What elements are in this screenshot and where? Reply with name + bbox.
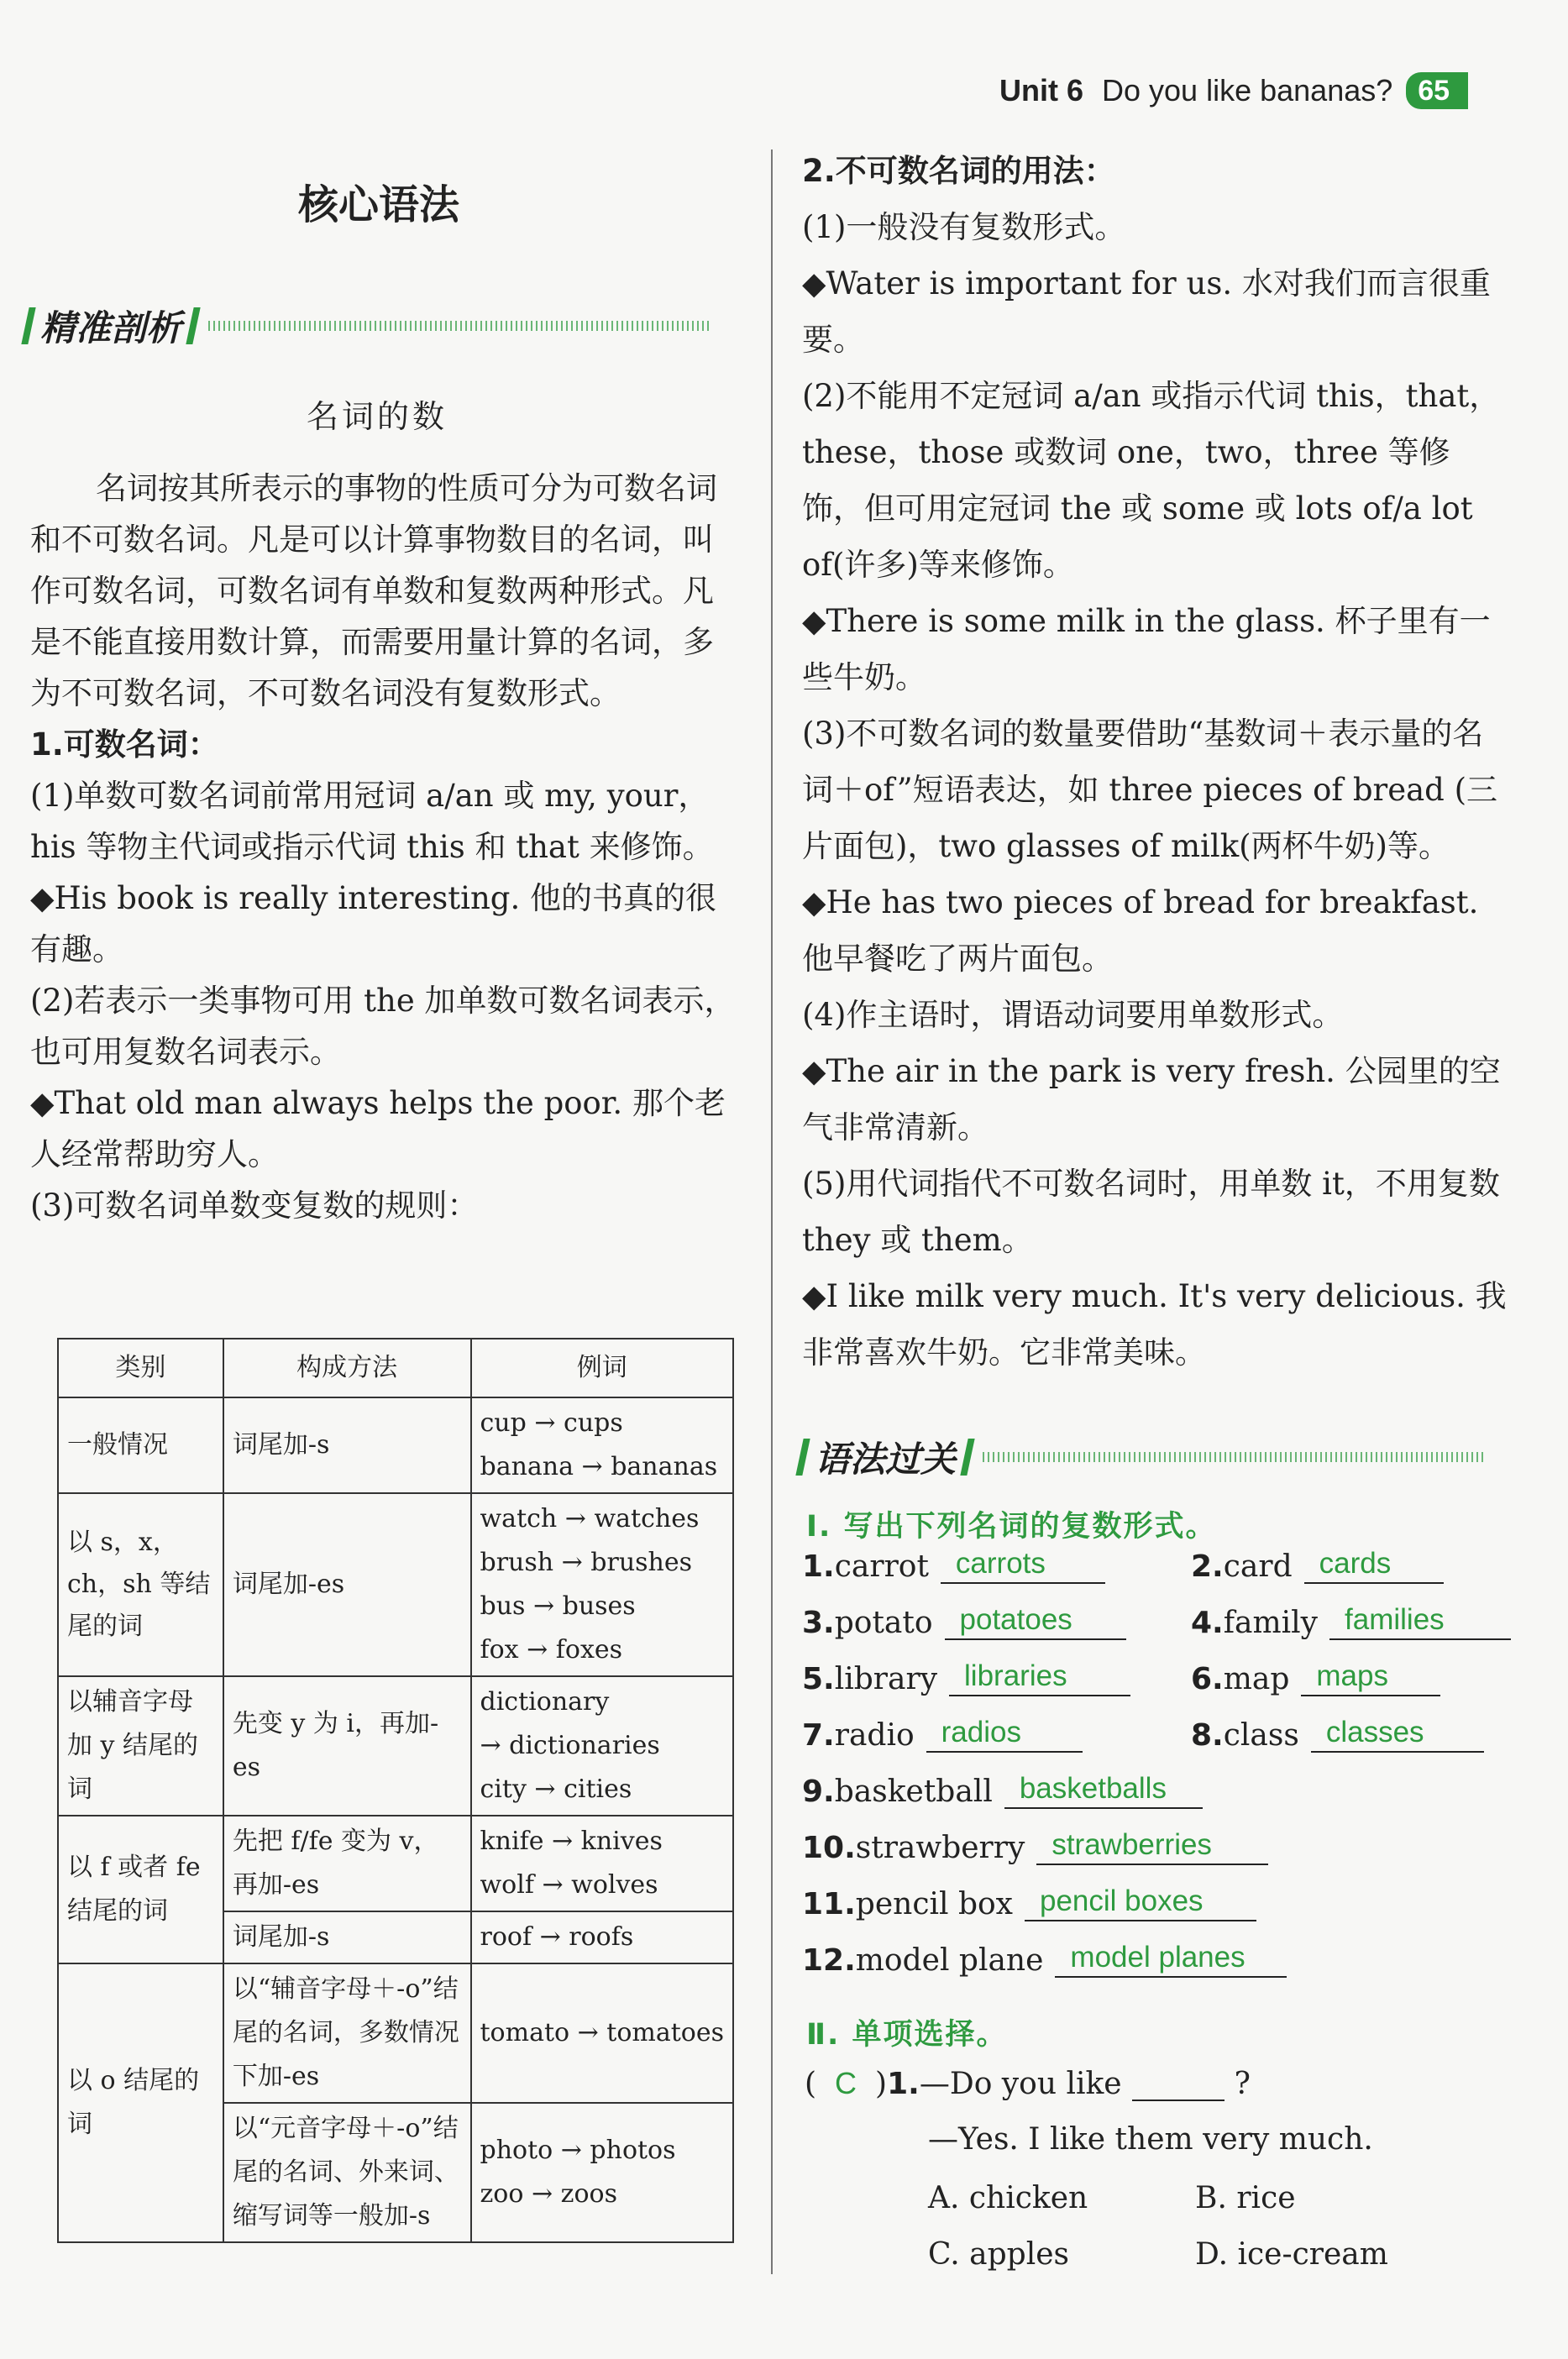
example-word: brush → brushes [480, 1548, 693, 1577]
example-word: photo → photos [480, 2136, 676, 2165]
answer-blank[interactable]: carrots [941, 1545, 1105, 1584]
table-cell: 词尾加-es [223, 1493, 471, 1676]
u-example-5: ◆I like milk very much. It's very delicious. 我非常喜欢牛奶。它非常美味。 [802, 1278, 1507, 1371]
analysis-banner [25, 301, 709, 351]
u-rule-3: (3)不可数名词的数量要借助“基数词＋表示量的名词＋of”短语表达，如 three pieces of bread (三片面包)，two glasses of milk(两杯牛奶)等。 [802, 716, 1498, 864]
word-item: 1. carrot carrots [802, 1545, 1105, 1584]
u-example-3: ◆He has two pieces of bread for breakfast. 他早餐吃了两片面包。 [802, 884, 1479, 977]
table-cell: 以“辅音字母＋-o”结尾的名词，多数情况下加-es [223, 1963, 471, 2103]
word-item: 7. radio radios [802, 1714, 1083, 1753]
answer-blank[interactable]: model planes [1055, 1939, 1287, 1978]
u-rule-5: (5)用代词指代不可数名词时，用单数 it，不用复数 they 或 them。 [802, 1166, 1500, 1258]
table-cell [471, 1816, 734, 1911]
table-header: 构成方法 [223, 1339, 471, 1397]
table-row [58, 1397, 733, 1493]
mc-question-mark: ? [1234, 2067, 1251, 2101]
word-item: 8. class classes [1191, 1714, 1484, 1753]
answer-blank[interactable]: families [1329, 1601, 1511, 1640]
table-header: 例词 [471, 1339, 734, 1397]
word-item: 2. card cards [1191, 1545, 1444, 1584]
mc-answer[interactable]: C [835, 2066, 857, 2100]
example-word: wolf → wolves [480, 1870, 658, 1900]
mc-stem: —Do you like [919, 2067, 1122, 2101]
table-cell: 以“元音字母＋-o”结尾的名词、外来词、缩写词等一般加-s [223, 2103, 471, 2242]
rule-1: (1)单数可数名词前常用冠词 a/an 或 my, your，his 等物主代词或指示代词 this 和 that 来修饰。 [30, 778, 714, 865]
example-word: dictionary [480, 1687, 610, 1717]
word-item: 4. family families [1191, 1601, 1511, 1640]
page-number: 65 [1406, 72, 1468, 109]
u-example-2: ◆There is some milk in the glass. 杯子里有一些牛奶。 [802, 603, 1491, 695]
table-cell [471, 1493, 734, 1676]
word-item: 9. basketball basketballs [802, 1770, 1203, 1809]
table-cell: 词尾加-s [223, 1397, 471, 1493]
banner-dots [983, 1452, 1483, 1462]
table-row [58, 1493, 733, 1676]
mc-option-d[interactable]: D. ice-cream [1195, 2237, 1388, 2272]
plural-rules-table [57, 1338, 734, 2243]
page-header [999, 69, 1468, 113]
unit-label: Unit 6 [999, 73, 1084, 107]
unit-title: Do you like bananas? [1102, 73, 1393, 107]
table-cell: 以辅音字母加 y 结尾的词 [58, 1676, 223, 1816]
table-cell [471, 2103, 734, 2242]
example-word: watch → watches [480, 1504, 700, 1533]
u-example-1: ◆Water is important for us. 水对我们而言很重要。 [802, 265, 1491, 358]
u-example-4: ◆The air in the park is very fresh. 公园里的空气非常清新。 [802, 1053, 1501, 1145]
example-word: knife → knives [480, 1827, 663, 1856]
u-rule-2: (2)不能用不定冠词 a/an 或指示代词 this，that，these，those 或数词 one，two，three 等修饰，但可用定冠词 the 或 some 或 lots of/a lot of(许多)等来修饰。 [802, 378, 1501, 583]
example-word: fox → foxes [480, 1635, 623, 1664]
u-rule-1: (1)一般没有复数形式。 [802, 209, 1126, 245]
example-2: ◆That old man always helps the poor. 那个老人经常帮助穷人。 [30, 1085, 726, 1172]
column-divider [771, 149, 773, 2274]
countable-heading: 1.可数名词： [30, 726, 219, 763]
table-cell: 以 s，x，ch，sh 等结尾的词 [58, 1493, 223, 1676]
table-cell [471, 1963, 734, 2103]
answer-blank[interactable]: cards [1304, 1545, 1444, 1584]
table-cell: 词尾加-s [223, 1911, 471, 1963]
banner-label: 精准剖析 [40, 307, 182, 349]
mc-question: ( C ) 1. —Do you like ? [805, 2066, 1251, 2101]
exercise-1-heading: Ⅰ. 写出下列名词的复数形式。 [806, 1510, 1217, 1544]
table-cell [471, 1676, 734, 1816]
mc-option-a[interactable]: A. chicken [928, 2181, 1088, 2215]
mc-reply: —Yes. I like them very much. [928, 2122, 1373, 2157]
table-cell: 以 f 或者 fe 结尾的词 [58, 1816, 223, 1963]
word-item: 5. library libraries [802, 1658, 1130, 1696]
open-paren: ( [805, 2067, 817, 2101]
example-word: → dictionaries [480, 1731, 660, 1760]
word-item: 11. pencil box pencil boxes [802, 1883, 1256, 1921]
example-word: roof → roofs [480, 1922, 634, 1952]
table-cell [471, 1397, 734, 1493]
table-row [58, 1676, 733, 1816]
u-rule-4: (4)作主语时，谓语动词要用单数形式。 [802, 997, 1344, 1033]
left-text-block [30, 463, 737, 1231]
answer-blank[interactable]: basketballs [1004, 1770, 1203, 1809]
right-text-block [802, 143, 1509, 1381]
answer-blank[interactable]: pencil boxes [1025, 1883, 1256, 1921]
core-grammar-title: 核心语法 [298, 181, 460, 228]
rule-2: (2)若表示一类事物可用 the 加单数可数名词表示，也可用复数名词表示。 [30, 983, 736, 1070]
mc-blank[interactable] [1132, 2074, 1225, 2101]
example-word: cup → cups [480, 1408, 623, 1438]
mc-option-c[interactable]: C. apples [928, 2237, 1069, 2272]
rule-3: (3)可数名词单数变复数的规则： [30, 1187, 479, 1224]
word-item: 3. potato potatoes [802, 1601, 1126, 1640]
answer-blank[interactable]: strawberries [1036, 1827, 1268, 1865]
mc-option-b[interactable]: B. rice [1195, 2181, 1296, 2215]
answer-blank[interactable]: maps [1301, 1658, 1440, 1696]
table-row [58, 1963, 733, 2103]
example-word: zoo → zoos [480, 2179, 617, 2209]
answer-blank[interactable]: classes [1311, 1714, 1484, 1753]
banner-dots [208, 321, 709, 331]
answer-blank[interactable]: radios [926, 1714, 1083, 1753]
table-cell: 一般情况 [58, 1397, 223, 1493]
answer-blank[interactable]: potatoes [945, 1601, 1126, 1640]
close-paren: ) [875, 2067, 888, 2101]
example-1: ◆His book is really interesting. 他的书真的很有趣。 [30, 880, 717, 967]
answer-blank[interactable]: libraries [949, 1658, 1130, 1696]
exercise-2-heading: Ⅱ. 单项选择。 [806, 2018, 1008, 2052]
example-word: tomato → tomatoes [480, 2018, 724, 2047]
example-word: city → cities [480, 1774, 632, 1804]
banner-label: 语法过关 [815, 1439, 957, 1480]
table-header: 类别 [58, 1339, 223, 1397]
example-word: banana → bananas [480, 1452, 718, 1481]
practice-banner [800, 1432, 1483, 1482]
table-cell: 先变 y 为 i，再加-es [223, 1676, 471, 1816]
word-item: 6. map maps [1191, 1658, 1440, 1696]
table-cell: 先把 f/fe 变为 v，再加-es [223, 1816, 471, 1911]
table-cell: 以 o 结尾的词 [58, 1963, 223, 2242]
table-header-row [58, 1339, 733, 1397]
table-cell [471, 1911, 734, 1963]
example-word: bus → buses [480, 1591, 636, 1621]
word-item: 10. strawberry strawberries [802, 1827, 1268, 1865]
word-item: 12. model plane model planes [802, 1939, 1287, 1978]
intro-paragraph: 名词按其所表示的事物的性质可分为可数名词和不可数名词。凡是可以计算事物数目的名词，叫作可数名词，可数名词有单数和复数两种形式。凡是不能直接用数计算，而需要用量计算的名词，多为不可数名词，不可数名词没有复数形式。 [30, 470, 717, 711]
uncountable-heading: 2.不可数名词的用法： [802, 153, 1115, 189]
section-subtitle: 名词的数 [307, 398, 448, 435]
table-row [58, 1816, 733, 1911]
